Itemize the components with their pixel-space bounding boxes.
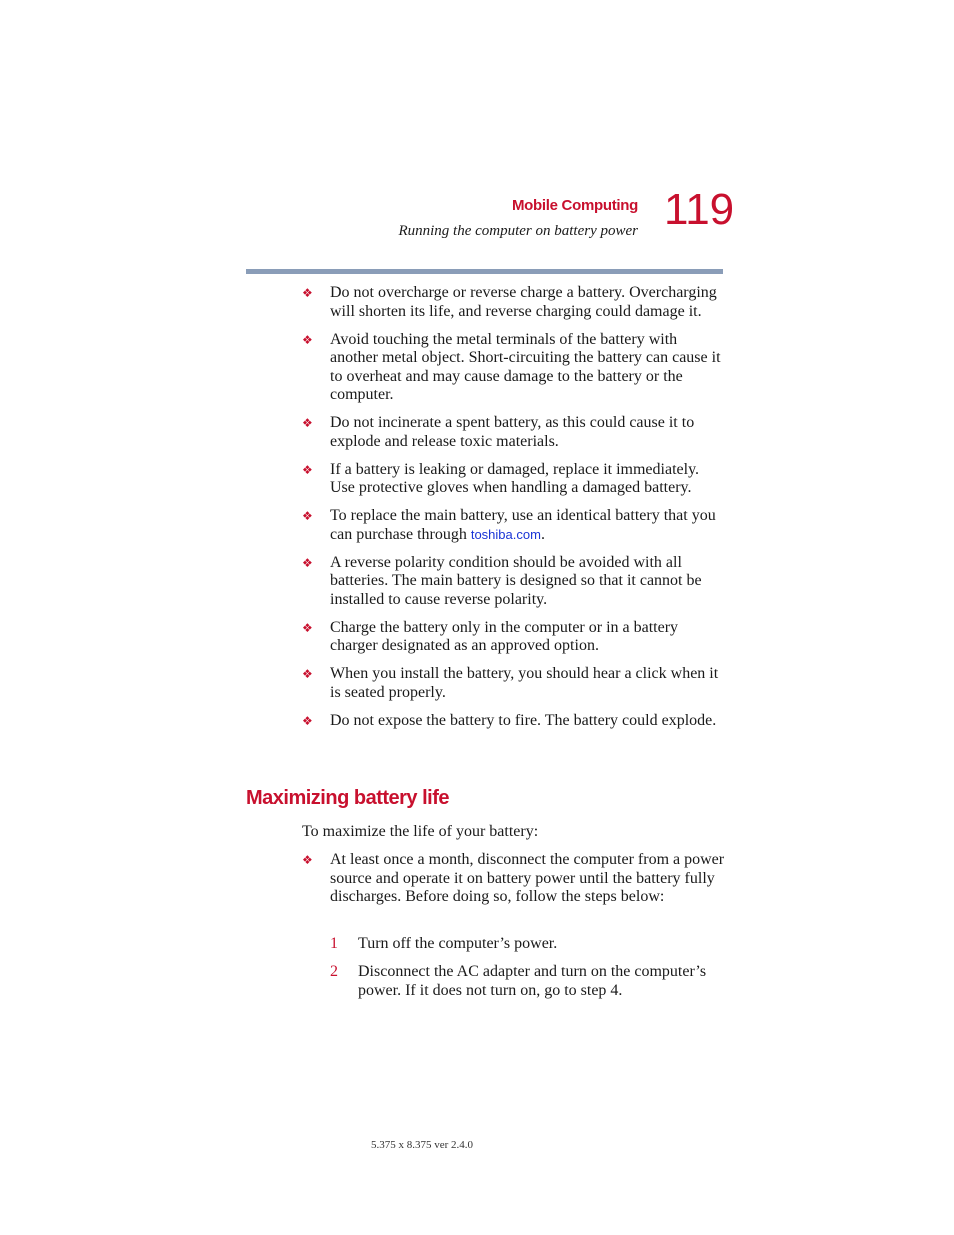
- battery-precautions-list: [302, 284, 727, 740]
- maximizing-list: [302, 851, 727, 916]
- list-item-punctuation: .: [540, 525, 545, 543]
- bullet-icon: ❖: [302, 462, 313, 477]
- list-item: [302, 414, 727, 451]
- list-item-text: A reverse polarity condition should be avoided with all batteries. The main battery is designed so that it cannot be installed to cause reverse polarity.: [330, 553, 702, 608]
- page-footer: 5.375 x 8.375 ver 2.4.0: [371, 1139, 474, 1151]
- bullet-icon: ❖: [302, 555, 313, 570]
- list-item: [302, 712, 727, 731]
- header-rule: [246, 269, 723, 274]
- bullet-icon: ❖: [302, 853, 313, 867]
- list-item-text: Do not incinerate a spent battery, as this could cause it to explode and release toxic materials.: [330, 414, 695, 450]
- list-item: [302, 619, 727, 656]
- list-item-text: Avoid touching the metal terminals of the battery with another metal object. Short-circuiting the battery can cause it to overheat and may cause damage to the battery or the computer.: [330, 330, 721, 403]
- steps-list: [330, 935, 730, 1010]
- step-text: Turn off the computer’s power.: [358, 935, 558, 952]
- list-item-text: Charge the battery only in the computer or in a battery charger designated as an approved option.: [330, 618, 679, 654]
- section-intro: To maximize the life of your battery:: [302, 823, 539, 840]
- step-number: 2: [330, 963, 338, 980]
- step-text: Disconnect the AC adapter and turn on the computer’s power. If it does not turn on, go to step 4.: [358, 963, 707, 999]
- list-item-text: If a battery is leaking or damaged, replace it immediately. Use protective gloves when handling a damaged battery.: [330, 460, 700, 496]
- list-item-text: Do not overcharge or reverse charge a battery. Overcharging will shorten its life, and reverse charging could damage it.: [330, 284, 717, 320]
- list-item-text: At least once a month, disconnect the computer from a power source and operate it on battery power until the battery fully discharges. Before doing so, follow the steps below:: [330, 851, 725, 905]
- toshiba-link[interactable]: toshiba.com: [470, 526, 541, 542]
- list-item: [302, 554, 727, 610]
- list-item: [302, 331, 727, 405]
- section-heading: Maximizing battery life: [246, 787, 449, 809]
- bullet-icon: ❖: [302, 713, 313, 728]
- step-item: [330, 935, 730, 954]
- bullet-icon: ❖: [302, 286, 313, 300]
- list-item-text: When you install the battery, you should hear a click when it is seated properly.: [330, 665, 719, 701]
- bullet-icon: ❖: [302, 509, 313, 523]
- step-number: 1: [330, 935, 338, 952]
- header-section-title: Mobile Computing: [511, 197, 638, 214]
- list-item: [302, 851, 727, 907]
- list-item: [302, 507, 727, 544]
- list-item: [302, 461, 727, 498]
- step-item: [330, 963, 730, 1000]
- list-item-text: To replace the main battery, use an identical battery that you can purchase through: [330, 507, 716, 543]
- bullet-icon: ❖: [302, 332, 313, 347]
- bullet-icon: ❖: [302, 620, 313, 635]
- list-item: [302, 665, 727, 702]
- bullet-icon: ❖: [302, 667, 313, 681]
- header-subtitle: Running the computer on battery power: [398, 223, 638, 239]
- bullet-icon: ❖: [302, 416, 313, 430]
- list-item: [302, 284, 727, 321]
- page-number: 119: [664, 185, 735, 234]
- list-item-text: Do not expose the battery to fire. The battery could explode.: [330, 711, 717, 729]
